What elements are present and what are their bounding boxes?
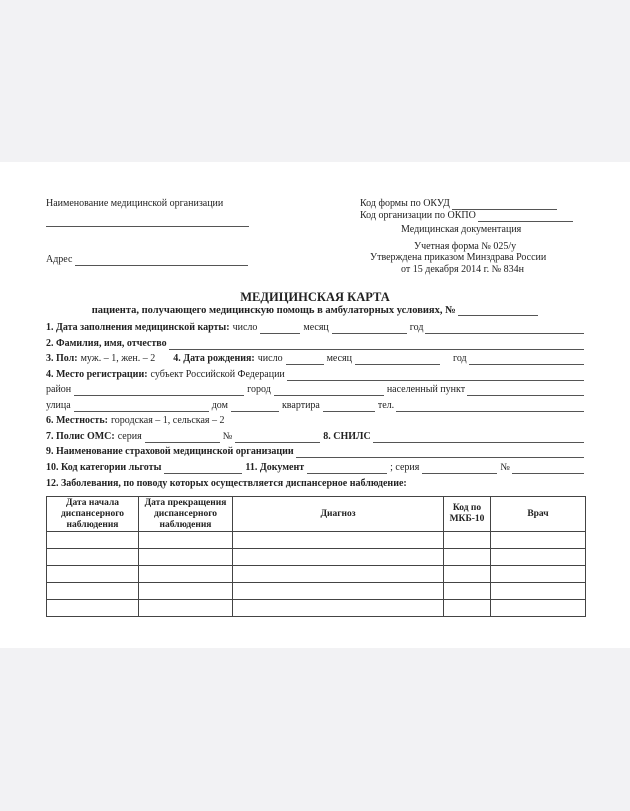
col-diagnosis: Диагноз (233, 497, 444, 532)
subtitle-text: пациента, получающего медицинскую помощь в амбулаторных условиях, № (91, 305, 456, 316)
table-body (47, 532, 586, 617)
table-cell[interactable] (47, 532, 139, 549)
house-line[interactable] (231, 401, 279, 412)
diseases-label: 12. Заболевания, по поводу которых осуществляется диспансерное наблюдение: (46, 478, 407, 489)
table-cell[interactable] (233, 566, 444, 583)
dispensary-table (46, 496, 586, 617)
city-label: город (247, 384, 271, 395)
house-label: дом (211, 400, 228, 411)
document-line[interactable] (307, 463, 387, 474)
okpo-field (360, 210, 573, 222)
table-cell[interactable] (233, 600, 444, 617)
insurer-label: 9. Наименование страховой медицинской организации (46, 446, 294, 457)
birth-year-line[interactable] (469, 354, 584, 365)
document-series-line[interactable] (422, 463, 497, 474)
table-cell[interactable] (233, 549, 444, 566)
row-sex-birth (46, 353, 586, 365)
policy-series-line[interactable] (145, 432, 220, 443)
snils-label: 8. СНИЛС (323, 431, 371, 442)
phone-line[interactable] (396, 401, 584, 412)
day-line[interactable] (260, 323, 300, 334)
day-label: число (232, 322, 258, 333)
fullname-label: 2. Фамилия, имя, отчество (46, 338, 167, 349)
policy-series-label: серия (117, 431, 142, 442)
birth-day-label: число (257, 353, 283, 364)
city-line[interactable] (274, 385, 384, 396)
street-label: улица (46, 400, 71, 411)
table-cell[interactable] (233, 583, 444, 600)
table-cell[interactable] (139, 549, 233, 566)
table-cell[interactable] (47, 583, 139, 600)
page-title: МЕДИЦИНСКАЯ КАРТА (240, 290, 390, 304)
fullname-line[interactable] (169, 339, 584, 350)
table-cell[interactable] (47, 566, 139, 583)
col-start-date: Дата начала диспансерного наблюдения (47, 497, 139, 532)
okud-line[interactable] (452, 199, 557, 210)
document-number-line[interactable] (512, 463, 584, 474)
row-district (46, 384, 586, 396)
table-cell[interactable] (491, 566, 586, 583)
address-field (46, 254, 248, 266)
month-label: месяц (303, 322, 329, 333)
table-cell[interactable] (139, 583, 233, 600)
okpo-label: Код организации по ОКПО (360, 210, 476, 221)
sex-label: 3. Пол: (46, 353, 78, 364)
policy-label: 7. Полис ОМС: (46, 431, 115, 442)
document-series-label: ; серия (390, 462, 420, 473)
table-cell[interactable] (47, 600, 139, 617)
form-number: Учетная форма № 025/у (414, 241, 517, 252)
table-cell[interactable] (444, 549, 491, 566)
birth-year-label: год (452, 353, 467, 364)
benefit-code-line[interactable] (164, 463, 242, 474)
table-cell[interactable] (444, 532, 491, 549)
apartment-line[interactable] (323, 401, 375, 412)
table-row (47, 532, 586, 549)
month-line[interactable] (332, 323, 407, 334)
col-doctor: Врач (491, 497, 586, 532)
address-line[interactable] (75, 255, 248, 266)
table-row (47, 566, 586, 583)
address-label: Адрес (46, 254, 73, 265)
insurer-line[interactable] (296, 447, 584, 458)
page-subtitle (0, 305, 630, 316)
policy-number-line[interactable] (235, 432, 320, 443)
table-cell[interactable] (491, 583, 586, 600)
sex-values: муж. – 1, жен. – 2 (80, 353, 156, 364)
locality-label: 6. Местность: (46, 415, 108, 426)
row-fill-date (46, 322, 586, 334)
table-cell[interactable] (444, 600, 491, 617)
table-row (47, 600, 586, 617)
row-locality (46, 415, 586, 427)
policy-number-label: № (222, 431, 233, 442)
birth-month-label: месяц (326, 353, 352, 364)
row-registration (46, 369, 586, 381)
document-page (0, 162, 630, 648)
row-insurer (46, 446, 586, 458)
snils-line[interactable] (373, 432, 584, 443)
document-label: 11. Документ (245, 462, 305, 473)
table-cell[interactable] (233, 532, 444, 549)
table-cell[interactable] (139, 532, 233, 549)
table-header-row (47, 497, 586, 532)
row-fullname (46, 338, 586, 350)
birth-month-line[interactable] (355, 354, 440, 365)
org-name-line[interactable] (46, 226, 249, 227)
table-row (47, 549, 586, 566)
row-diseases (46, 478, 586, 490)
benefit-code-label: 10. Код категории льготы (46, 462, 162, 473)
subject-label: субъект Российской Федерации (150, 369, 285, 380)
row-policy (46, 431, 586, 443)
apartment-label: квартира (281, 400, 320, 411)
year-line[interactable] (425, 323, 584, 334)
table-cell[interactable] (139, 600, 233, 617)
phone-label: тел. (377, 400, 395, 411)
district-line[interactable] (74, 385, 244, 396)
table-cell[interactable] (444, 583, 491, 600)
table-cell[interactable] (491, 549, 586, 566)
year-label: год (409, 322, 424, 333)
document-number-label: № (500, 462, 510, 473)
table-cell[interactable] (444, 566, 491, 583)
settlement-label: населенный пункт (386, 384, 466, 395)
district-label: район (46, 384, 72, 395)
row-benefit (46, 462, 586, 474)
registration-label: 4. Место регистрации: (46, 369, 148, 380)
fill-date-label: 1. Дата заполнения медицинской карты: (46, 322, 230, 333)
table-row (47, 583, 586, 600)
okpo-line[interactable] (478, 211, 573, 222)
birth-day-line[interactable] (286, 354, 324, 365)
col-icd10: Код по МКБ-10 (444, 497, 491, 532)
card-number-line[interactable] (458, 305, 538, 316)
med-docs-label: Медицинская документация (401, 224, 522, 235)
table-cell[interactable] (491, 600, 586, 617)
locality-values: городская – 1, сельская – 2 (110, 415, 225, 426)
birth-date-label: 4. Дата рождения: (173, 353, 255, 364)
okud-field (360, 198, 557, 210)
table-cell[interactable] (491, 532, 586, 549)
subject-line[interactable] (287, 370, 584, 381)
table-cell[interactable] (47, 549, 139, 566)
approved-date: от 15 декабря 2014 г. № 834н (401, 264, 524, 275)
street-line[interactable] (74, 401, 209, 412)
org-name-label: Наименование медицинской организации (46, 198, 224, 209)
okud-label: Код формы по ОКУД (360, 198, 450, 209)
approved-text: Утверждена приказом Минздрава России (370, 252, 547, 263)
table-cell[interactable] (139, 566, 233, 583)
col-end-date: Дата прекращения диспансерного наблюдения (139, 497, 233, 532)
settlement-line[interactable] (467, 385, 584, 396)
row-street (46, 400, 586, 412)
